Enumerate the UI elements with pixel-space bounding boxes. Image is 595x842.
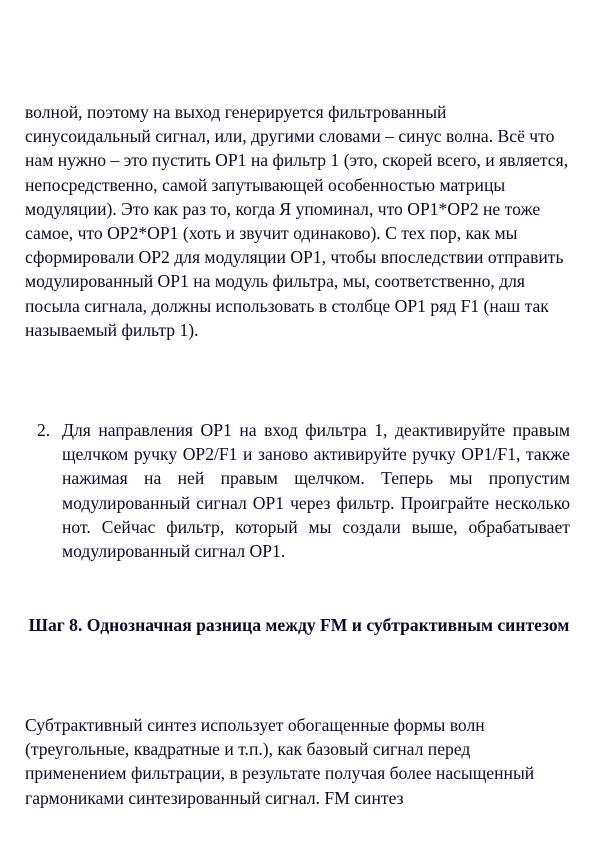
section-heading: Шаг 8. Однозначная разница между FM и субтрактивным синтезом — [28, 615, 570, 635]
list-item-text: Для направления OP1 на вход фильтра 1, деактивируйте правым щелчком ручку OP2/F1 и заново активируйте ручку OP1/F1, также нажимая на ней правым щелчком. Теперь мы пропустим модулированный сигнал OP1 через фильтр. Проиграйте несколько нот. Сейчас фильтр, который мы создали выше, обрабатывает модулированный сигнал OP1. — [62, 420, 570, 562]
body-paragraph-2: Субтрактивный синтез использует обогащенные формы волн (треугольные, квадратные и т.п.), как базовый сигнал перед применением фильтрации, в результате получая более насыщенный гармониками синтезированный сигнал. FM синтез — [25, 715, 535, 808]
body-paragraph-1: волной, поэтому на выход генерируется фильтрованный синусоидальный сигнал, или, другими словами – синус волна. Всё что нам нужно – это пустить OP1 на фильтр 1 (это, скорей всего, и является, непосредственно, самой запутывающей особенностью матрицы модуляции). Это как раз то, когда Я упоминал, что OP1*OP2 не тоже самое, что OP2*OP1 (хоть и звучит одинаково). С тех пор, как мы сформировали OP2 для модуляции OP1, чтобы впоследствии отправить модулированный OP1 на модуль фильтра, мы, соответственно, для посыла сигнала, должны использовать в столбце OP1 ряд F1 (наш так называемый фильтр 1). — [25, 102, 569, 340]
list-item-number: 2. — [37, 420, 51, 440]
numbered-list-item — [37, 418, 570, 563]
